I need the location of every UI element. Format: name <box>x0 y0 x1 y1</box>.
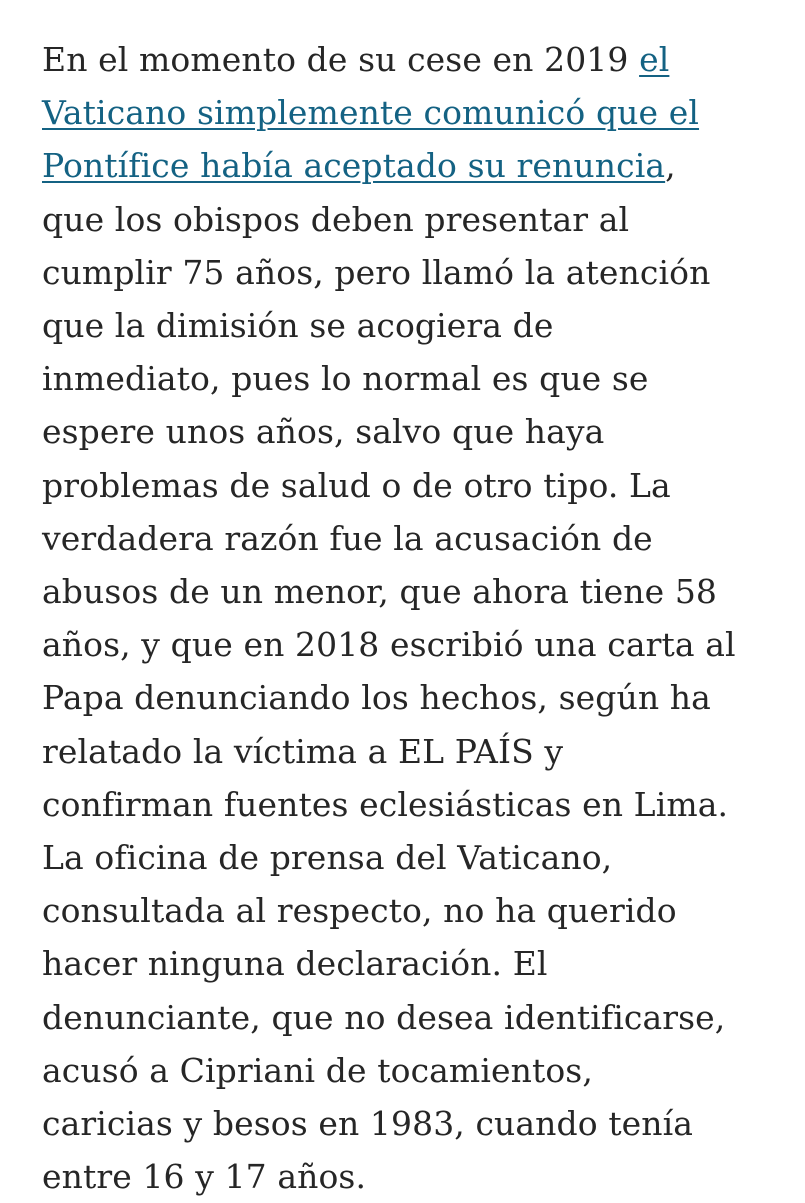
text-line <box>42 86 782 139</box>
text-line: cumplir 75 años, pero llamó la atención <box>42 252 711 292</box>
text-line: entre 16 y 17 años. <box>42 1157 367 1197</box>
article-link-part[interactable]: Vaticano simplemente comunicó que el <box>42 93 700 133</box>
article-link-part[interactable]: Pontífice había aceptado su renuncia <box>42 146 666 186</box>
text-line: denunciante, que no desea identificarse, <box>42 997 726 1037</box>
text-segment: , <box>665 146 676 186</box>
text-line: espere unos años, salvo que haya <box>42 412 605 452</box>
text-line: consultada al respecto, no ha querido <box>42 891 677 931</box>
text-line: relatado la víctima a EL PAÍS y <box>42 731 564 771</box>
text-line <box>42 33 782 86</box>
text-line: La oficina de prensa del Vaticano, <box>42 838 613 878</box>
text-line: caricias y besos en 1983, cuando tenía <box>42 1104 694 1144</box>
article-paragraph <box>42 33 782 1203</box>
text-line: años, y que en 2018 escribió una carta al <box>42 625 736 665</box>
text-line: confirman fuentes eclesiásticas en Lima. <box>42 784 729 824</box>
text-line: abusos de un menor, que ahora tiene 58 <box>42 572 718 612</box>
text-line: que la dimisión se acogiera de <box>42 306 554 346</box>
text-line: problemas de salud o de otro tipo. La <box>42 465 671 505</box>
text-line: verdadera razón fue la acusación de <box>42 518 653 558</box>
text-segment: En el momento de su cese en 2019 <box>42 40 640 79</box>
article-link-part[interactable]: el <box>639 40 670 79</box>
text-line: inmediato, pues lo normal es que se <box>42 359 649 399</box>
text-line: acusó a Cipriani de tocamientos, <box>42 1050 593 1090</box>
text-line: Papa denunciando los hechos, según ha <box>42 678 711 718</box>
text-line <box>42 139 782 192</box>
text-line: hacer ninguna declaración. El <box>42 944 548 984</box>
text-line: que los obispos deben presentar al <box>42 199 630 239</box>
